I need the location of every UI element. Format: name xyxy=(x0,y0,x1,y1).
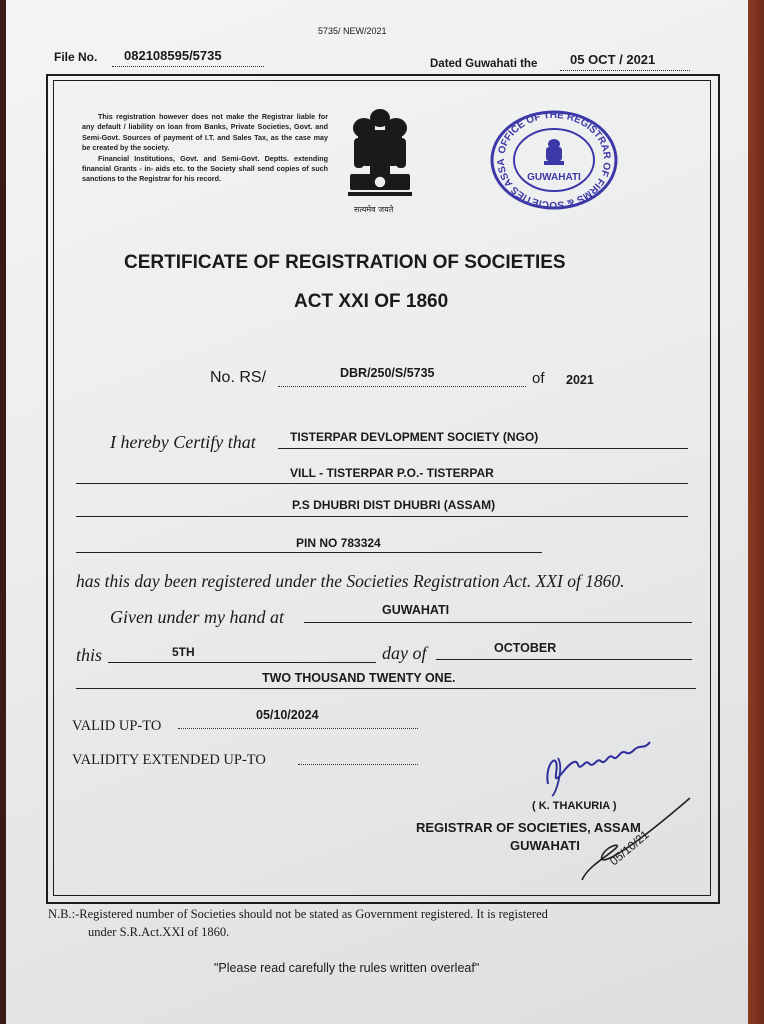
date-dots xyxy=(560,70,690,71)
address-line-1 xyxy=(76,483,688,484)
registrar-seal xyxy=(488,110,620,210)
dated-label: Dated Guwahati the xyxy=(430,58,538,70)
overleaf-notice: "Please read carefully the rules written overleaf" xyxy=(214,961,480,975)
file-no-dots xyxy=(112,66,264,67)
footer-note-line-2: under S.R.Act.XXI of 1860. xyxy=(88,925,230,939)
initials-scribble-icon xyxy=(578,796,696,884)
disclaimer-text xyxy=(82,112,328,185)
society-pin: PIN NO 783324 xyxy=(296,536,381,550)
certify-label: I hereby Certify that xyxy=(110,432,256,452)
certificate-subtitle: ACT XXI OF 1860 xyxy=(294,291,449,312)
registration-no-label: No. RS/ xyxy=(210,369,267,386)
day-value: 5TH xyxy=(172,645,195,659)
registration-no-dots xyxy=(278,386,526,387)
reference-code: 5735/ NEW/2021 xyxy=(318,26,387,36)
day-line xyxy=(108,662,376,663)
seal-stamp-icon xyxy=(488,110,620,210)
society-name: TISTERPAR DEVLOPMENT SOCIETY (NGO) xyxy=(290,430,539,444)
initials-date: 05/10/21 xyxy=(606,827,652,869)
year-words-line xyxy=(76,688,696,689)
certificate-title: CERTIFICATE OF REGISTRATION OF SOCIETIES xyxy=(124,252,566,273)
validity-extended-label: VALIDITY EXTENDED UP-TO xyxy=(72,752,266,768)
given-place-line xyxy=(304,622,692,623)
society-address-2: P.S DHUBRI DIST DHUBRI (ASSAM) xyxy=(292,498,496,512)
year-in-words: TWO THOUSAND TWENTY ONE. xyxy=(262,671,456,685)
registrar-signature xyxy=(536,724,666,804)
given-place: GUWAHATI xyxy=(382,603,450,617)
file-label: File No. xyxy=(54,50,98,64)
registration-number: DBR/250/S/5735 xyxy=(340,366,435,380)
signature-scribble-icon xyxy=(536,724,666,804)
month-value: OCTOBER xyxy=(494,641,557,655)
valid-upto-dots xyxy=(178,728,418,729)
registered-statement: has this day been registered under the Societies Registration Act. XXI of 1860. xyxy=(76,571,625,591)
address-line-3 xyxy=(76,552,542,553)
validity-extended-dots xyxy=(298,764,418,765)
initials-with-date xyxy=(578,796,696,884)
disclaimer-para-2: Financial Institutions, Govt. and Semi-Govt. Deptts. extending financial Grants - in- aids etc. to the Society shall send copies of such sanctions to the Registrar for his record. xyxy=(82,153,328,184)
society-name-line xyxy=(278,448,688,449)
this-label: this xyxy=(76,645,103,665)
footer-note-line-1: N.B.:-Registered number of Societies should not be stated as Government registered. It is registered xyxy=(48,907,548,921)
society-address-1: VILL - TISTERPAR P.O.- TISTERPAR xyxy=(290,466,494,480)
national-emblem xyxy=(340,104,420,220)
address-line-2 xyxy=(76,516,688,517)
registration-year: 2021 xyxy=(566,373,594,387)
lion-capital-icon xyxy=(340,104,420,220)
valid-upto-label: VALID UP-TO xyxy=(72,718,162,734)
valid-upto-date: 05/10/2024 xyxy=(256,708,319,722)
seal-center-text: GUWAHATI xyxy=(527,172,581,183)
given-label: Given under my hand at xyxy=(110,607,284,627)
emblem-motto: सत्यमेव जयते xyxy=(354,205,394,214)
registration-of-label: of xyxy=(532,370,545,387)
issue-date: 05 OCT / 2021 xyxy=(570,52,656,67)
registrar-title: REGISTRAR OF SOCIETIES, ASSAM xyxy=(416,820,641,835)
seal-ring-text: OFFICE OF THE REGISTRAR OF FIRMS & SOCIETIES ASSA xyxy=(495,110,613,210)
file-number: 082108595/5735 xyxy=(124,48,222,63)
registrar-name: ( K. THAKURIA ) xyxy=(532,800,617,812)
registrar-city: GUWAHATI xyxy=(510,838,580,853)
disclaimer-para-1: This registration however does not make the Registrar liable for any default / liability on loan from Banks, Private Societies, Govt. and Semi-Govt. Sources of payment of I.T. and Sales Tax, as the case may be created by the society. xyxy=(82,112,328,153)
month-line xyxy=(436,659,692,660)
day-of-label: day of xyxy=(382,643,427,663)
